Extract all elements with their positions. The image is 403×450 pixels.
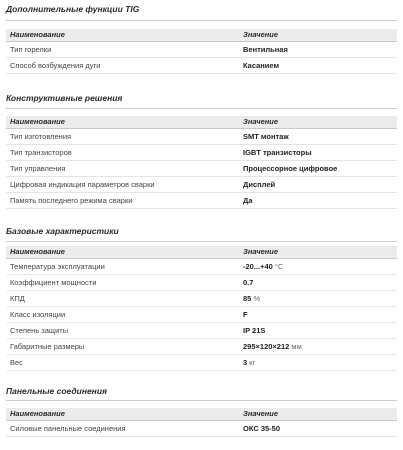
table-row: [6, 145, 397, 161]
row-value: IGBT транзисторы: [243, 148, 312, 157]
table-header: [6, 246, 397, 259]
table-header: [6, 116, 397, 129]
table-row: [6, 193, 397, 209]
table-row: [6, 307, 397, 323]
row-value: 85 %: [243, 294, 261, 303]
table-row: [6, 58, 397, 74]
row-value: Дисплей: [243, 180, 276, 189]
spec-table: [6, 408, 397, 437]
row-value: F: [243, 310, 248, 319]
table-row: [6, 42, 397, 58]
row-value: IP 21S: [243, 326, 266, 335]
table-header: [6, 29, 397, 42]
table-row: [6, 421, 397, 437]
table-row: [6, 161, 397, 177]
row-value: -20...+40 °C: [243, 262, 284, 271]
row-name: Тип транзисторов: [10, 148, 72, 157]
section-basic-characteristics: [0, 226, 403, 376]
row-value: Процессорное цифровое: [243, 164, 338, 173]
section-title: Базовые характеристики: [6, 226, 119, 236]
row-name: Способ возбуждения дуги: [10, 61, 101, 70]
header-name: Наименование: [10, 409, 65, 418]
table-row: [6, 129, 397, 145]
section-title: Панельные соединения: [6, 386, 108, 396]
spec-table: [6, 29, 397, 74]
row-name: Габаритные размеры: [10, 342, 85, 351]
row-unit: мм: [291, 342, 302, 351]
row-name: Тип горелки: [10, 45, 52, 54]
row-name: Силовые панельные соединения: [10, 424, 126, 433]
header-value: Значение: [243, 247, 279, 256]
section-title: Конструктивные решения: [6, 93, 123, 103]
row-name: Цифровая индикация параметров сварки: [10, 180, 155, 189]
row-value: ОКС 35-50: [243, 424, 280, 433]
row-name: Тип изготовления: [10, 132, 72, 141]
row-value: Да: [243, 196, 253, 205]
section-design: [0, 93, 403, 213]
table-row: [6, 339, 397, 355]
section-divider: [6, 20, 397, 21]
row-name: Степень защиты: [10, 326, 69, 335]
row-value: 0.7: [243, 278, 254, 287]
section-title: Дополнительные функции TIG: [6, 4, 140, 14]
row-value: 295×120×212 мм: [243, 342, 302, 351]
row-name: Вес: [10, 358, 23, 367]
row-name: Температура эксплуатации: [10, 262, 105, 271]
row-name: КПД: [10, 294, 25, 303]
header-name: Наименование: [10, 117, 65, 126]
row-name: Память последнего режима сварки: [10, 196, 133, 205]
row-name: Тип управления: [10, 164, 66, 173]
table-row: [6, 259, 397, 275]
header-value: Значение: [243, 30, 279, 39]
section-tig-functions: [0, 4, 403, 84]
spec-table: [6, 116, 397, 209]
table-row: [6, 177, 397, 193]
row-value: Вентильная: [243, 45, 288, 54]
row-value: 3 кг: [243, 358, 256, 367]
row-value: SMT монтаж: [243, 132, 289, 141]
section-panel-connections: [0, 386, 403, 446]
table-header: [6, 408, 397, 421]
row-name: Класс изоляции: [10, 310, 66, 319]
header-name: Наименование: [10, 247, 65, 256]
section-divider: [6, 400, 397, 401]
table-row: [6, 291, 397, 307]
header-value: Значение: [243, 117, 279, 126]
header-name: Наименование: [10, 30, 65, 39]
section-divider: [6, 241, 397, 242]
row-unit: кг: [249, 358, 256, 367]
section-divider: [6, 108, 397, 109]
row-name: Коэффициент мощности: [10, 278, 97, 287]
row-unit: °C: [274, 262, 284, 271]
table-row: [6, 355, 397, 371]
table-row: [6, 323, 397, 339]
spec-table: [6, 246, 397, 371]
table-row: [6, 275, 397, 291]
row-value: Касанием: [243, 61, 280, 70]
header-value: Значение: [243, 409, 279, 418]
row-unit: %: [253, 294, 261, 303]
